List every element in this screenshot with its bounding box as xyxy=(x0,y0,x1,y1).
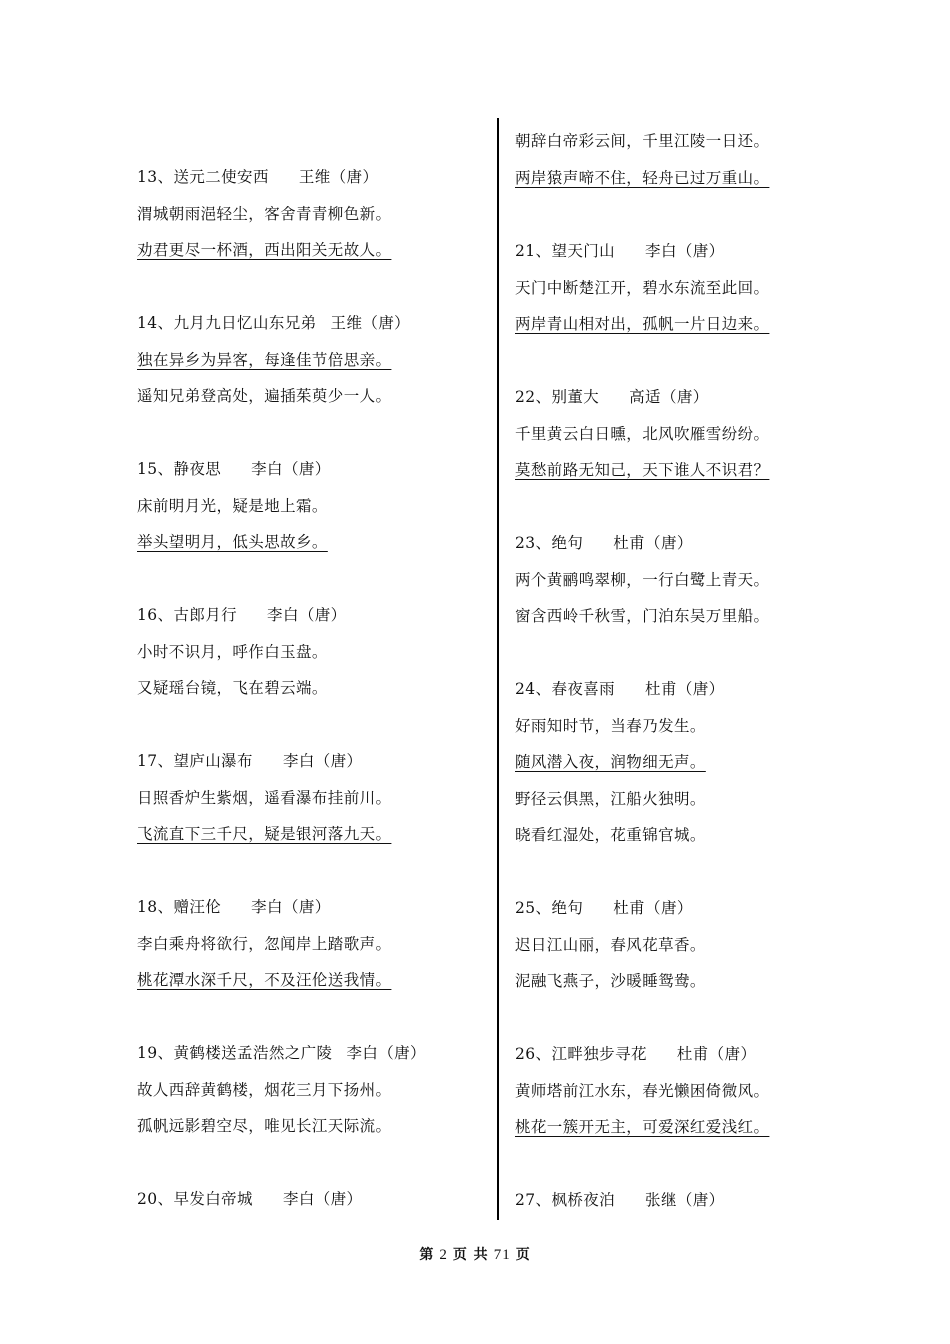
poem-author: 李白（唐） xyxy=(251,898,331,916)
poem-title: 望天门山 xyxy=(551,242,616,260)
poem-title: 送元二使安西 xyxy=(173,168,269,186)
poem-author: 杜甫（唐） xyxy=(676,1045,757,1063)
poem-number: 25 xyxy=(515,899,536,917)
poem-author: 王维（唐） xyxy=(298,168,379,186)
poem-verse: 两个黄鹂鸣翠柳，一行白鹭上青天。 xyxy=(515,570,770,589)
poem-number: 24 xyxy=(515,680,536,698)
poem-author: 李白（唐） xyxy=(645,242,725,260)
number-separator: 、 xyxy=(535,534,552,552)
column-divider xyxy=(497,118,499,1220)
number-separator: 、 xyxy=(535,1191,552,1209)
poem-number: 15 xyxy=(137,460,158,478)
poem-verse: 日照香炉生紫烟，遥看瀑布挂前川。 xyxy=(137,788,392,807)
poem-title-line xyxy=(515,387,709,407)
poem-number: 19 xyxy=(137,1044,158,1062)
poem-title-line xyxy=(137,751,362,771)
poem-number: 13 xyxy=(137,168,158,186)
number-separator: 、 xyxy=(535,1045,552,1063)
poem-title: 九月九日忆山东兄弟 xyxy=(173,314,317,332)
poem-number: 14 xyxy=(137,314,158,332)
poem-verse: 晓看红湿处，花重锦官城。 xyxy=(515,826,706,844)
number-separator: 、 xyxy=(535,388,552,406)
poem-author: 杜甫（唐） xyxy=(645,680,725,698)
poem-title: 绝句 xyxy=(551,534,584,552)
poem-title: 静夜思 xyxy=(173,460,222,478)
poem-verse-underlined: 独在异乡为异客，每逢佳节倍思亲。 xyxy=(137,350,392,369)
poem-title-line xyxy=(137,1189,362,1209)
poem-verse: 朝辞白帝彩云间，千里江陵一日还。 xyxy=(515,132,770,150)
poem-number: 27 xyxy=(515,1191,536,1209)
poem-verse-underlined: 两岸青山相对出，孤帆一片日边来。 xyxy=(515,315,770,333)
poem-verse: 床前明月光，疑是地上霜。 xyxy=(137,496,328,515)
poem-verse: 孤帆远影碧空尽，唯见长江天际流。 xyxy=(137,1117,392,1135)
poem-title-line xyxy=(137,605,347,625)
poem-author: 杜甫（唐） xyxy=(613,534,693,552)
poem-verse: 好雨知时节，当春乃发生。 xyxy=(515,716,706,735)
poem-title-line xyxy=(137,1043,426,1063)
page-footer xyxy=(0,1244,950,1264)
poem-author: 李白（唐） xyxy=(282,1190,363,1208)
number-separator: 、 xyxy=(157,460,174,478)
poem-verse: 迟日江山丽，春风花草香。 xyxy=(515,935,706,954)
poem-title-line xyxy=(137,897,331,917)
poem-author: 王维（唐） xyxy=(330,314,411,332)
poem-number: 17 xyxy=(137,752,158,770)
number-separator: 、 xyxy=(535,680,552,698)
poem-verse: 故人西辞黄鹤楼，烟花三月下扬州。 xyxy=(137,1080,392,1099)
poem-verse: 千里黄云白日曛，北风吹雁雪纷纷。 xyxy=(515,424,770,443)
poem-title-line xyxy=(137,313,410,333)
footer-middle: 页 共 xyxy=(452,1247,489,1263)
poem-verse: 黄师塔前江水东，春光懒困倚微风。 xyxy=(515,1081,770,1100)
poem-verse-underlined: 莫愁前路无知己，天下谁人不识君？ xyxy=(515,461,770,479)
number-separator: 、 xyxy=(157,898,174,916)
poem-title-line xyxy=(515,533,693,553)
poem-author: 李白（唐） xyxy=(346,1044,426,1062)
poem-title-line xyxy=(137,459,331,479)
poem-verse: 泥融飞燕子，沙暖睡鸳鸯。 xyxy=(515,972,706,990)
poem-number: 16 xyxy=(137,606,158,624)
number-separator: 、 xyxy=(157,1190,174,1208)
poem-number: 23 xyxy=(515,534,536,552)
poem-title: 枫桥夜泊 xyxy=(551,1191,616,1209)
poem-verse: 小时不识月，呼作白玉盘。 xyxy=(137,642,328,661)
footer-page-number: 2 xyxy=(439,1247,448,1263)
poem-verse: 李白乘舟将欲行，忽闻岸上踏歌声。 xyxy=(137,934,392,953)
poem-author: 杜甫（唐） xyxy=(613,899,693,917)
number-separator: 、 xyxy=(157,314,174,332)
poem-verse-underlined: 飞流直下三千尺，疑是银河落九天。 xyxy=(137,825,392,843)
poem-title-line xyxy=(515,241,725,261)
poem-verse-underlined: 两岸猿声啼不住，轻舟已过万重山。 xyxy=(515,168,770,187)
poem-verse: 遥知兄弟登高处，遍插茱萸少一人。 xyxy=(137,387,392,405)
poem-author: 高适（唐） xyxy=(629,388,709,406)
poem-number: 18 xyxy=(137,898,158,916)
poem-title: 赠汪伦 xyxy=(173,898,222,916)
poem-title-line xyxy=(515,679,725,699)
poem-title-line xyxy=(515,1044,756,1064)
poem-title-line xyxy=(515,898,693,918)
poem-title: 早发白帝城 xyxy=(173,1190,253,1208)
poem-verse: 窗含西岭千秋雪，门泊东吴万里船。 xyxy=(515,607,770,625)
poem-title-line xyxy=(515,1190,725,1210)
poem-author: 张继（唐） xyxy=(645,1191,725,1209)
poem-verse: 渭城朝雨浥轻尘，客舍青青柳色新。 xyxy=(137,204,392,223)
number-separator: 、 xyxy=(157,1044,174,1062)
poem-title: 绝句 xyxy=(551,899,584,917)
poem-verse: 天门中断楚江开，碧水东流至此回。 xyxy=(515,278,770,297)
poem-number: 26 xyxy=(515,1045,536,1063)
poem-title: 望庐山瀑布 xyxy=(173,752,253,770)
footer-total-pages: 71 xyxy=(493,1247,511,1263)
number-separator: 、 xyxy=(157,606,174,624)
poem-verse-underlined: 随风潜入夜，润物细无声。 xyxy=(515,753,706,771)
poem-number: 20 xyxy=(137,1190,158,1208)
poem-verse-underlined: 桃花潭水深千尺，不及汪伦送我情。 xyxy=(137,971,392,989)
number-separator: 、 xyxy=(157,168,174,186)
poem-verse-underlined: 举头望明月，低头思故乡。 xyxy=(137,533,328,551)
poem-author: 李白（唐） xyxy=(282,752,363,770)
poem-title: 黄鹤楼送孟浩然之广陵 xyxy=(173,1044,333,1062)
poem-verse: 野径云俱黑，江船火独明。 xyxy=(515,789,706,808)
number-separator: 、 xyxy=(535,242,552,260)
poem-title: 春夜喜雨 xyxy=(551,680,616,698)
poem-number: 21 xyxy=(515,242,536,260)
poem-title: 古郎月行 xyxy=(173,606,238,624)
poem-verse: 又疑瑶台镜，飞在碧云端。 xyxy=(137,679,328,697)
poem-verse-underlined: 桃花一簇开无主，可爱深红爱浅红。 xyxy=(515,1118,770,1136)
poem-author: 李白（唐） xyxy=(267,606,347,624)
number-separator: 、 xyxy=(535,899,552,917)
poem-title-line xyxy=(137,167,378,187)
poem-author: 李白（唐） xyxy=(251,460,331,478)
poem-title: 别董大 xyxy=(551,388,600,406)
poem-title: 江畔独步寻花 xyxy=(551,1045,647,1063)
poem-verse-underlined: 劝君更尽一杯酒，西出阳关无故人。 xyxy=(137,241,392,259)
footer-suffix: 页 xyxy=(515,1247,531,1263)
footer-prefix: 第 xyxy=(419,1247,435,1263)
number-separator: 、 xyxy=(157,752,174,770)
poem-number: 22 xyxy=(515,388,536,406)
